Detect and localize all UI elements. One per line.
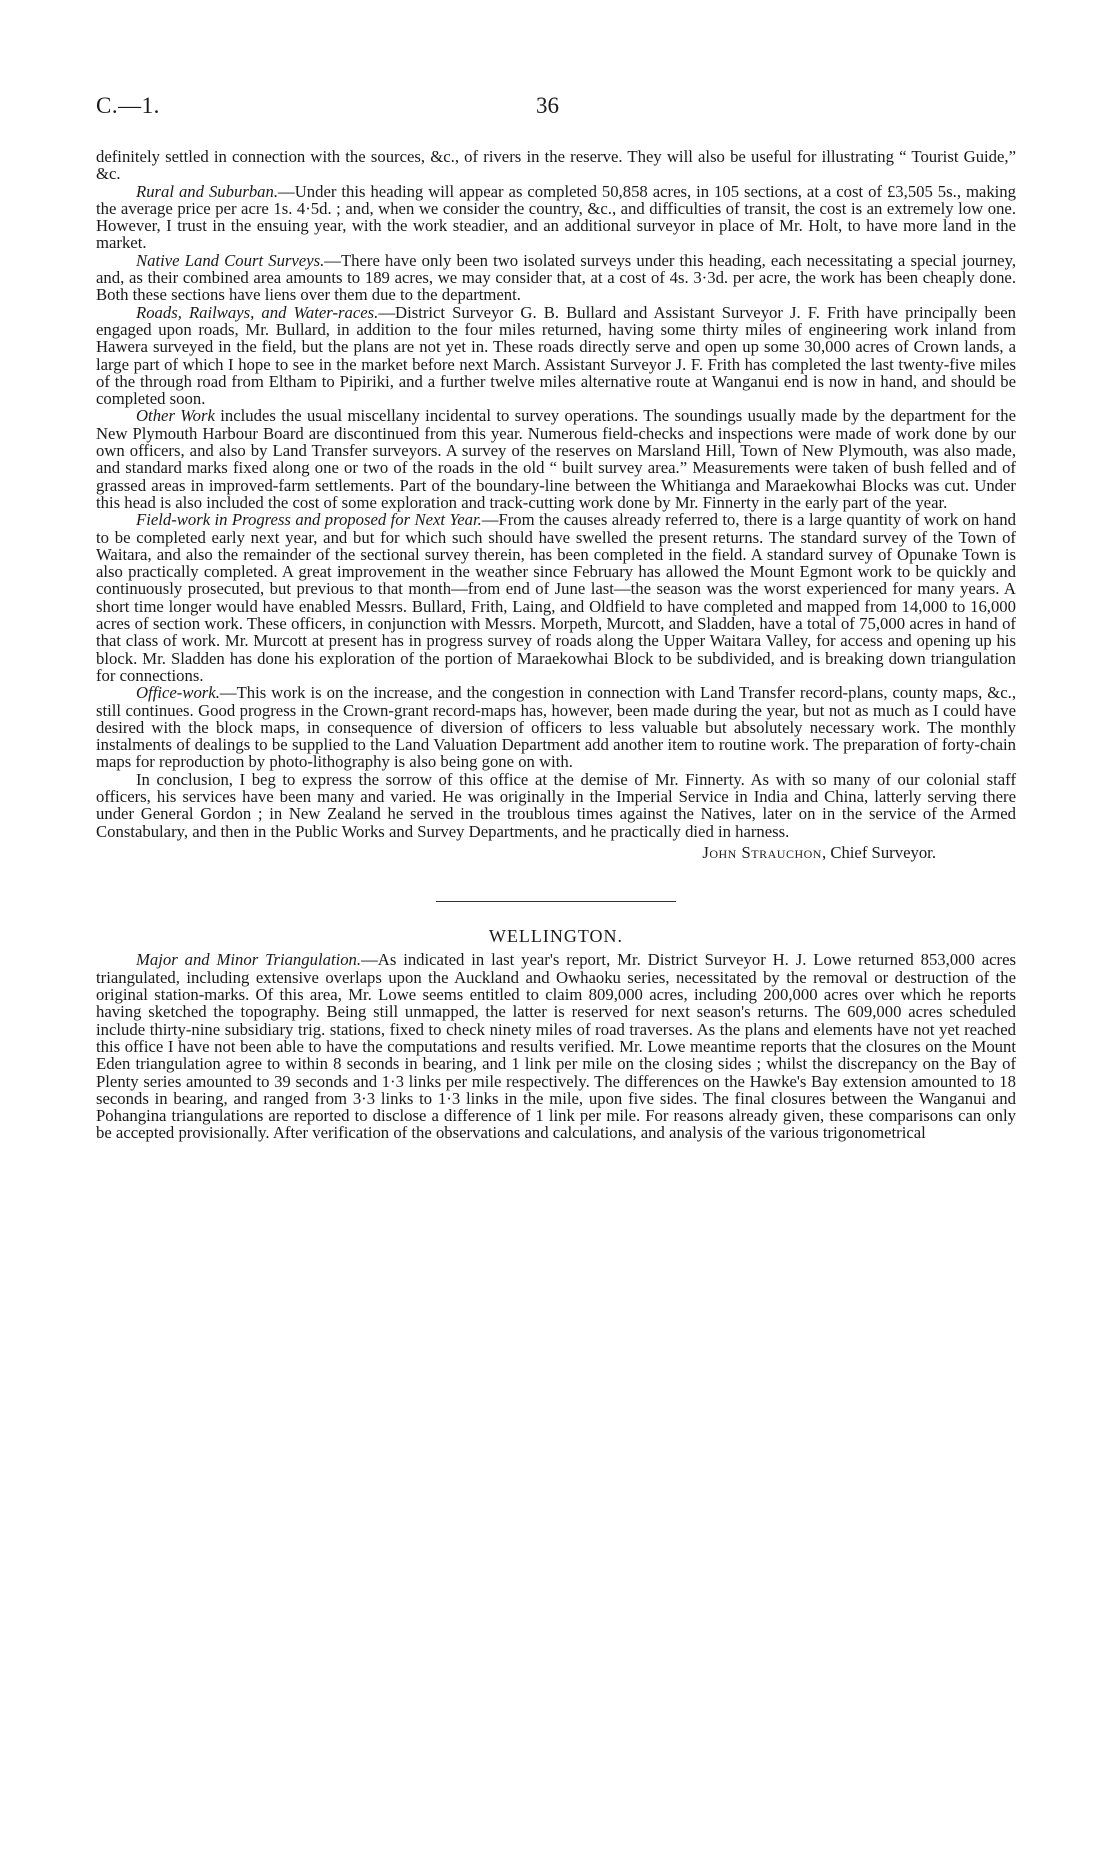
paragraph-lead: Native Land Court Surveys. bbox=[136, 250, 325, 270]
page-number: 36 bbox=[536, 93, 559, 118]
paragraph-conclusion: In conclusion, I beg to express the sorrow of this office at the demise of Mr. Finnerty. As with so many of our colonial staff officers, his services have been many and varied. He was originally in the Imperial Service in India and China, latterly serving there under General Gordon ; in New Zealand he served in the troublous times against the Natives, later on in the service of the Armed Constabulary, and then in the Public Works and Survey Departments, and he practically died in harness. bbox=[96, 769, 1016, 841]
section-divider bbox=[436, 901, 676, 902]
paragraph-lead: Other Work bbox=[136, 406, 215, 426]
signatory-title: , Chief Surveyor. bbox=[821, 842, 936, 862]
document-body bbox=[96, 148, 1016, 1142]
section-title: WELLINGTON. bbox=[488, 926, 624, 947]
paragraph-text: —As indicated in last year's report, Mr. District Surveyor H. J. Lowe returned 853,000 acres triangulated, including extensive overlaps upon the Auckland and Owhaoku series, necessitated by the removal or destruction of the original station-marks. Of this area, Mr. Lowe seems entitled to claim 809,000 acres, including 200,000 acres over which he reports having sketched the topography. Being still unmapped, the latter is reserved for next season's returns. The 609,000 acres scheduled include thirty-nine subsidiary trig. stations, fixed to check ninety miles of road traverses. As the plans and elements have not yet reached this office I have not been able to have the computations and results verified. Mr. Lowe meantime reports that the closures on the Mount Eden triangulation agree to within 8 seconds in bearing, and 1 link per mile on the closing sides ; whilst the discrepancy on the Bay of Plenty series amounted to 39 seconds and 1·3 links per mile respectively. The differences on the Hawke's Bay extension amounted to 18 seconds in bearing, and ranged from 3·3 links to 1·3 links in the mile, upon five sides. The final closures between the Wanganui and Pohangina triangulations are reported to disclose a difference of 1 link per mile. For reasons already given, these comparisons can only be accepted provisionally. After verification of the observations and calculations, and analysis of the various trigonometrical bbox=[96, 950, 1016, 1143]
paragraph-text: —From the causes already referred to, there is a large quantity of work on hand to be completed early next year, and but for which such should have swelled the present returns. The standard survey of the Town of Waitara, and also the remainder of the sectional survey therein, has been completed in the field. A standard survey of Opunake Town is also practically completed. A great improvement in the weather since February has allowed the Mount Egmont work to be quickly and continuously prosecuted, but previous to that month—from end of June last—the season was the worst experienced for many years. A short time longer would have enabled Messrs. Bullard, Frith, Laing, and Oldfield to have completed and mapped from 14,000 to 16,000 acres of section work. These officers, in conjunction with Messrs. Morpeth, Murcott, and Sladden, have a total of 75,000 acres in hand of that class of work. Mr. Murcott at present has in progress survey of roads along the Upper Waitara Valley, for access and opening up his block. Mr. Sladden has done his exploration of the portion of Maraekowhai Block to be subdivided, and is breaking down triangulation for connections. bbox=[96, 510, 1016, 685]
paragraph-roads-railways bbox=[96, 304, 1016, 408]
document-reference: C.—1. bbox=[96, 93, 160, 118]
paragraph-lead: Rural and Suburban. bbox=[136, 181, 279, 201]
paragraph-triangulation bbox=[96, 951, 1016, 1141]
signature bbox=[96, 844, 1016, 861]
paragraph-text: includes the usual miscellany incidental to survey operations. The soundings usually made by the department for the New Plymouth Harbour Board are discontinued from this year. Numerous field-checks and inspections were made of work done by our own officers, and also by Land Transfer surveyors. A survey of the reserves on Marsland Hill, Town of New Plymouth, was also made, and standard marks fixed along one or two of the roads in the old “ built survey area.” Measurements were taken of bush felled and of grassed areas in improved-farm settlements. Part of the boundary-line between the Whitianga and Maraekowhai Blocks was cut. Under this head is also included the cost of some exploration and track-cutting work done by Mr. Finnerty in the early part of the year. bbox=[96, 406, 1016, 512]
signatory-name: John Strauchon bbox=[702, 842, 822, 862]
paragraph-lead: Office-work. bbox=[136, 683, 220, 703]
paragraph-lead: Roads, Railways, and Water-races. bbox=[136, 302, 379, 322]
paragraph-text: —There have only been two isolated surveys under this heading, each necessitating a special journey, and, as their combined area amounts to 189 acres, we may consider that, at a cost of 4s. 3·3d. per acre, the work has been cheaply done. Both these sections have liens over them due to the department. bbox=[96, 250, 1017, 305]
paragraph-text: —This work is on the increase, and the congestion in connection with Land Transfer record-plans, county maps, &c., still continues. Good progress in the Crown-grant record-maps has, however, been made during the year, but not as much as I could have desired with the block maps, in consequence of diversion of officers to less valuable but absolutely necessary work. The monthly instalments of dealings to be supplied to the Land Valuation Department add another item to routine work. The preparation of forty-chain maps for reproduction by photo-lithography is also being gone on with. bbox=[96, 683, 1016, 772]
page-header bbox=[96, 93, 1016, 123]
paragraph-other-work bbox=[96, 407, 1016, 511]
paragraph-lead: Field-work in Progress and proposed for Next Year. bbox=[136, 510, 482, 530]
paragraph-rural-suburban bbox=[96, 183, 1016, 252]
paragraph-office-work bbox=[96, 684, 1016, 770]
paragraph: definitely settled in connection with the sources, &c., of rivers in the reserve. They will also be useful for illustrating “ Tourist Guide,” &c. bbox=[96, 147, 1016, 184]
paragraph-text: —District Surveyor G. B. Bullard and Assistant Surveyor J. F. Frith have principally been engaged upon roads, Mr. Bullard, in addition to the four miles returned, having some thirty miles of engineering work inland from Hawera surveyed in the field, but the plans are not yet in. These roads directly serve and open up some 30,000 acres of Crown lands, a large part of which I hope to see in the market before next March. Assistant Surveyor J. F. Frith has completed the last twenty-five miles of the through road from Eltham to Pipiriki, and a further twelve miles alternative route at Wanganui end is now in hand, and should be completed soon. bbox=[96, 302, 1016, 409]
paragraph-field-work bbox=[96, 511, 1016, 684]
paragraph-lead: Major and Minor Triangulation. bbox=[136, 950, 362, 970]
paragraph-text: —Under this heading will appear as completed 50,858 acres, in 105 sections, at a cost of £3,505 5s., making the average price per acre 1s. 4·5d. ; and, when we consider the country, &c., and difficulties of transit, the cost is an extremely low one. However, I trust in the ensuing year, with the work steadier, and an additional surveyor in place of Mr. Holt, to have more land in the market. bbox=[96, 181, 1016, 253]
paragraph-native-land-court bbox=[96, 252, 1016, 304]
